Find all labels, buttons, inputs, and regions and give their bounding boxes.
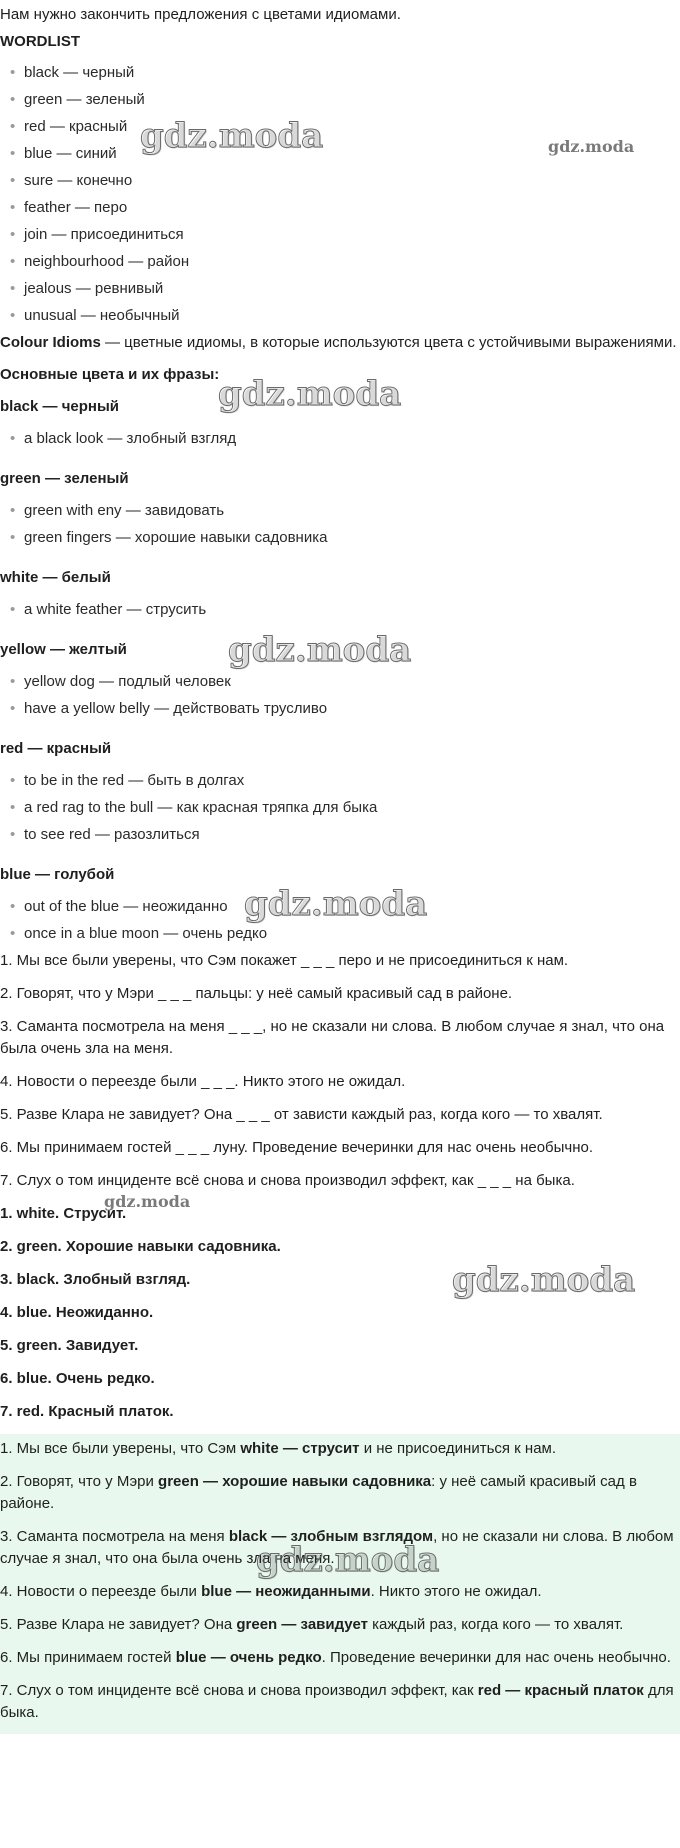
color-group [0, 567, 680, 621]
answer: 3. black. Злобный взгляд. [0, 1271, 191, 1288]
completed-sentence: 1. Мы все были уверены, что Сэм white — струсит и не присоединиться к нам. [0, 1440, 557, 1457]
list-item: • out of the blue — неожиданно [0, 896, 680, 918]
list-item: • neighbourhood — район [0, 251, 680, 273]
watermark: gdz.moda [256, 1540, 440, 1580]
answer: 4. blue. Неожиданно. [0, 1304, 154, 1321]
color-group [0, 468, 680, 549]
phrase-list [0, 671, 680, 720]
watermark: gdz.moda [452, 1260, 636, 1300]
list-item: • once in a blue moon — очень редко [0, 923, 680, 945]
list-item: • a red rag to the bull — как красная тряпка для быка [0, 797, 680, 819]
list-item: • green with eny — завидовать [0, 500, 680, 522]
list-item: • a black look — злобный взгляд [0, 428, 680, 450]
basic-colors-title: Основные цвета и их фразы: [0, 366, 220, 383]
completed-sentence: 5. Разве Клара не завидует? Она green — завидует каждый раз, когда кого — то хвалят. [0, 1616, 624, 1633]
watermark: gdz.moda [244, 884, 428, 924]
sentence: 3. Саманта посмотрела на меня _ _ _, но не сказали ни слова. В любом случае я знал, что она была очень зла на меня. [0, 1018, 665, 1057]
watermark: gdz.moda [140, 116, 324, 156]
list-item: • sure — конечно [0, 170, 680, 192]
list-item: • red — красный [0, 116, 680, 138]
group-title: blue — голубой [0, 866, 115, 883]
list-item: • black — черный [0, 62, 680, 84]
intro-text: Нам нужно закончить предложения с цветами идиомами. [0, 6, 401, 23]
group-title: red — красный [0, 740, 112, 757]
list-item: • green fingers — хорошие навыки садовника [0, 527, 680, 549]
list-item: • jealous — ревнивый [0, 278, 680, 300]
answer: 7. red. Красный платок. [0, 1403, 174, 1420]
completed-sentence: 3. Саманта посмотрела на меня black — злобным взглядом, но не сказали ни слова. В любом случае я знал, что она была очень зла на меня. [0, 1528, 674, 1567]
sentence: 7. Слух о том инциденте всё снова и снова производил эффект, как _ _ _ на быка. [0, 1172, 575, 1189]
sentence: 2. Говорят, что у Мэри _ _ _ пальцы: у неё самый красивый сад в районе. [0, 985, 513, 1002]
wordlist [0, 62, 680, 327]
watermark: gdz.moda [218, 374, 402, 414]
list-item: • to see red — разозлиться [0, 824, 680, 846]
phrase-list [0, 599, 680, 621]
list-item: • feather — перо [0, 197, 680, 219]
list-item: • blue — синий [0, 143, 680, 165]
color-group [0, 738, 680, 846]
group-title: yellow — желтый [0, 641, 127, 658]
group-title: black — черный [0, 398, 119, 415]
watermark: gdz.moda [228, 630, 412, 670]
definition [0, 332, 680, 354]
group-title: white — белый [0, 569, 111, 586]
answer: 6. blue. Очень редко. [0, 1370, 155, 1387]
answer: 2. green. Хорошие навыки садовника. [0, 1238, 281, 1255]
answer: 5. green. Завидует. [0, 1337, 139, 1354]
watermark: gdz.moda [104, 1192, 191, 1211]
phrase-list [0, 428, 680, 450]
list-item: • yellow dog — подлый человек [0, 671, 680, 693]
list-item: • to be in the red — быть в долгах [0, 770, 680, 792]
definition-term: Colour Idioms [0, 334, 101, 351]
group-title: green — зеленый [0, 470, 129, 487]
completed-sentence: 2. Говорят, что у Мэри green — хорошие навыки садовника: у неё самый красивый сад в районе. [0, 1473, 637, 1512]
answer-list [0, 1203, 680, 1423]
phrase-list [0, 500, 680, 549]
completed-sentences [0, 1434, 680, 1734]
list-item: • green — зеленый [0, 89, 680, 111]
sentence: 6. Мы принимаем гостей _ _ _ луну. Проведение вечеринки для нас очень необычно. [0, 1139, 594, 1156]
list-item: • a white feather — струсить [0, 599, 680, 621]
phrase-list [0, 770, 680, 846]
sentence: 4. Новости о переезде были _ _ _. Никто этого не ожидал. [0, 1073, 406, 1090]
definition-text: — цветные идиомы, в которые используются цвета с устойчивыми выражениями. [100, 334, 677, 351]
list-item: • have a yellow belly — действовать трусливо [0, 698, 680, 720]
sentence: 5. Разве Клара не завидует? Она _ _ _ от зависти каждый раз, когда кого — то хвалят. [0, 1106, 603, 1123]
exercise-sentences [0, 950, 680, 1192]
answer: 1. white. Струсит. [0, 1205, 127, 1222]
completed-sentence: 4. Новости о переезде были blue — неожиданными. Никто этого не ожидал. [0, 1583, 542, 1600]
sentence: 1. Мы все были уверены, что Сэм покажет _ _ _ перо и не присоединиться к нам. [0, 952, 569, 969]
completed-sentence: 7. Слух о том инциденте всё снова и снова производил эффект, как red — красный платок для быка. [0, 1682, 674, 1721]
wordlist-title: WORDLIST [0, 33, 80, 50]
list-item: • join — присоединиться [0, 224, 680, 246]
completed-sentence: 6. Мы принимаем гостей blue — очень редко. Проведение вечеринки для нас очень необычно. [0, 1649, 671, 1666]
watermark: gdz.moda [548, 137, 635, 156]
list-item: • unusual — необычный [0, 305, 680, 327]
